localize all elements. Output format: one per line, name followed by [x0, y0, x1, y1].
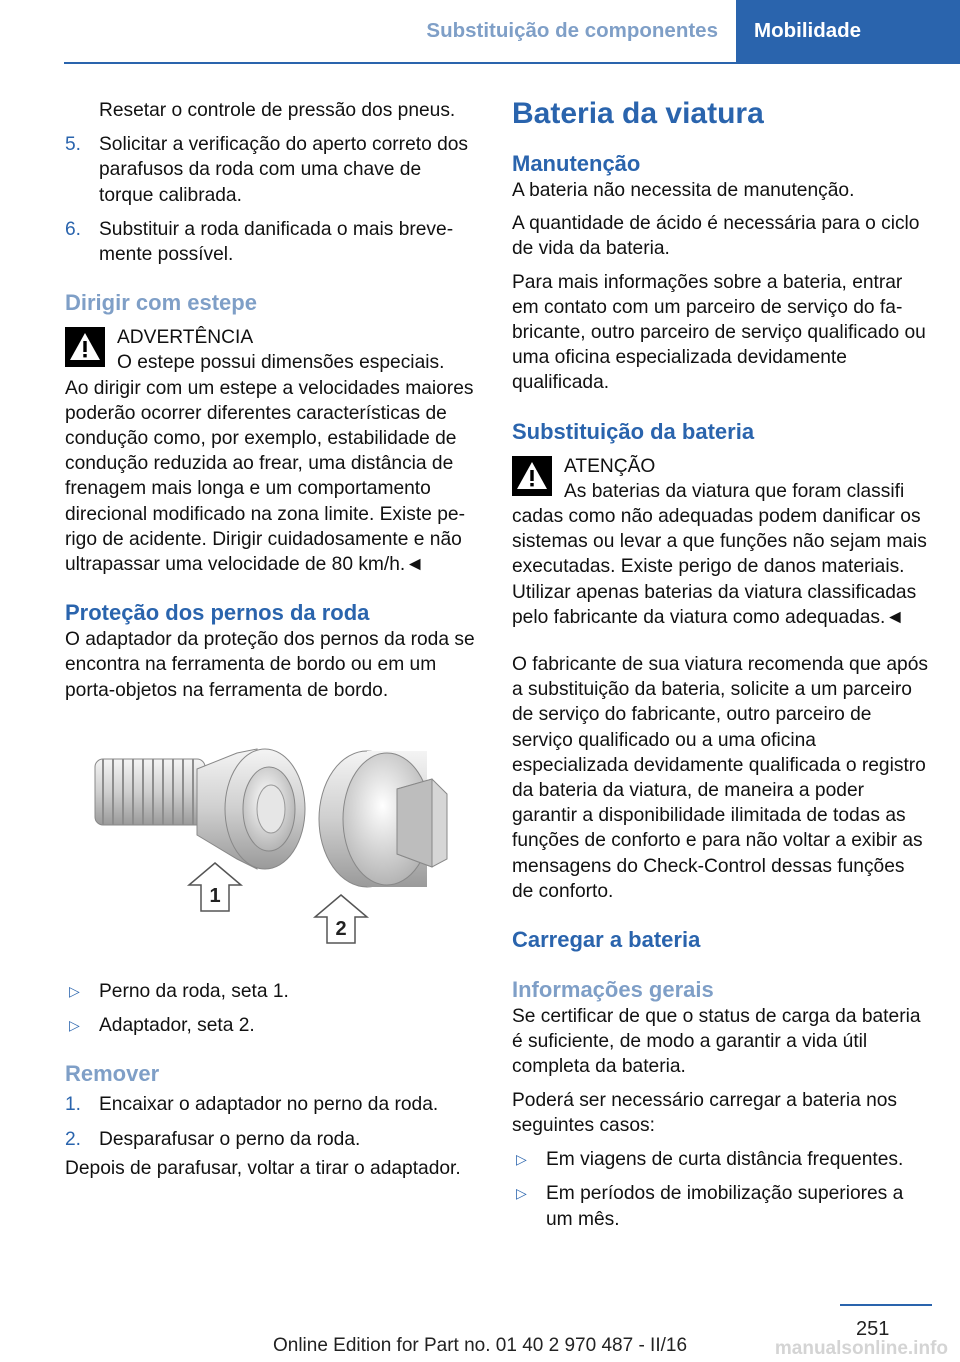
step-number: 6.	[65, 218, 82, 240]
triangle-bullet-icon: ▷	[516, 1151, 527, 1168]
step-item	[65, 217, 477, 267]
list-item	[65, 1013, 477, 1038]
maintenance-heading: Manutenção	[512, 151, 641, 176]
triangle-bullet-icon: ▷	[69, 1017, 80, 1034]
maintenance-text: A quantidade de ácido é necessária para o ciclo de vida da bateria.	[512, 213, 920, 260]
header-section-title: Substituição de componentes	[426, 19, 718, 42]
warning-first-line: As baterias da viatura que foram classifi	[564, 480, 905, 502]
continued-step-text: Resetar o controle de pressão dos pneus.	[99, 100, 456, 121]
page-number: 251	[856, 1318, 890, 1340]
list-item	[65, 979, 477, 1004]
remove-heading: Remover	[65, 1061, 160, 1087]
left-column	[65, 98, 477, 1181]
replacement-text: O fabricante de sua viatura recomenda que após a substituição da bateria, solicite a um parceiro de serviço do fabricante, outro parceiro de serviço qualificado ou a uma oficina especializada devidamente qualificada o registro da bateria da viatura, de maneira a poder garantir a disponibilidade ilimitada de todas as funções de conforto e para não voltar a exibir as mensagens do Check-Control dessas funções de conforto.	[512, 654, 928, 902]
warning-first-line: O estepe possui dimensões especiais.	[117, 352, 445, 374]
list-item	[512, 1147, 930, 1172]
battery-replacement-heading: Substituição da bateria	[512, 418, 755, 444]
header-chapter-tab: Mobilidade	[736, 0, 960, 62]
warning-label: ATENÇÃO	[564, 455, 656, 477]
list-item-text: Em períodos de imobilização superiores a um mês.	[546, 1183, 904, 1230]
list-item-text: Em viagens de curta distância frequentes.	[546, 1149, 904, 1171]
header-rule	[64, 62, 960, 64]
step-text: Encaixar o adaptador no perno da roda.	[99, 1094, 439, 1116]
edition-line: Online Edition for Part no. 01 40 2 970 487 - II/16	[272, 1335, 688, 1356]
watermark: manualsonline.info	[774, 1338, 948, 1359]
bolt-protection-heading: Proteção dos pernos da roda	[65, 600, 370, 626]
right-column	[512, 98, 930, 1232]
figure-label-1: 1	[209, 884, 221, 907]
general-info-text: Se certificar de que o status de carga da bateria é suficiente, de modo a garantir a vida útil completa da bateria.	[512, 1006, 921, 1078]
step-number: 5.	[65, 134, 82, 156]
step-text: Substituir a roda danificada o mais brevemente possível.	[99, 218, 454, 266]
step-text: Solicitar a verificação do aperto correto dos parafusos da roda com uma chave de torque calibrada.	[99, 134, 469, 206]
warning-triangle-icon	[65, 327, 105, 367]
list-item-text: Perno da roda, seta 1.	[99, 981, 289, 1003]
step-item	[65, 1092, 477, 1117]
step-item	[65, 132, 477, 208]
bolt-protection-text: O adaptador da proteção dos pernos da roda se encontra na ferramenta de bordo ou em um porta-objetos na ferramenta de bordo.	[65, 629, 475, 701]
footer-rule	[840, 1304, 932, 1306]
wheel-bolt-adapter-illustration	[87, 739, 467, 945]
remove-note: Depois de parafusar, voltar a tirar o adaptador.	[65, 1157, 461, 1179]
spare-warning	[65, 325, 477, 375]
warning-triangle-icon	[512, 456, 552, 496]
list-item-text: Adaptador, seta 2.	[99, 1015, 255, 1037]
battery-warning	[512, 454, 930, 504]
triangle-bullet-icon: ▷	[516, 1185, 527, 1202]
list-item	[512, 1181, 930, 1231]
step-number: 1.	[65, 1094, 82, 1116]
general-info-text: Poderá ser necessário carregar a bateria nos seguintes casos:	[512, 1089, 898, 1136]
figure-label-2: 2	[335, 917, 347, 940]
step-number: 2.	[65, 1128, 82, 1150]
step-text: Desparafusar o perno da roda.	[99, 1128, 361, 1150]
maintenance-text: Para mais informações sobre a bateria, entrar em contato com um parceiro de serviço do fabricante, outro parceiro de serviço qualificado ou uma oficina especializada devidamente qualificada.	[512, 271, 926, 394]
battery-title: Bateria da viatura	[512, 97, 764, 130]
maintenance-text: A bateria não necessita de manutenção.	[512, 180, 855, 201]
spare-tire-heading: Dirigir com estepe	[65, 290, 257, 316]
warning-label: ADVERTÊNCIA	[117, 327, 254, 349]
charge-battery-heading: Carregar a bateria	[512, 927, 701, 953]
triangle-bullet-icon: ▷	[69, 983, 80, 1000]
warning-body: cadas como não adequadas podem danificar os sistemas ou levar a que funções não sejam mais executadas. Existe perigo de danos materiais. Utilizar apenas baterias da viatura classificadas pelo fabricante da viatura como adequadas.◄	[512, 506, 927, 628]
step-item	[65, 1127, 477, 1152]
general-info-heading: Informações gerais	[512, 977, 714, 1003]
warning-body: Ao dirigir com um estepe a velocidades maiores poderão ocorrer diferentes características de condução como, por exemplo, estabilidade de condução reduzida ao frear, uma distância de frenagem mais longa e um comportamento direcional modificado na zona limite. Existe perigo de acidente. Dirigir cuidadosamente e não ultrapassar uma velocidade de 80 km/h.◄	[65, 377, 474, 576]
